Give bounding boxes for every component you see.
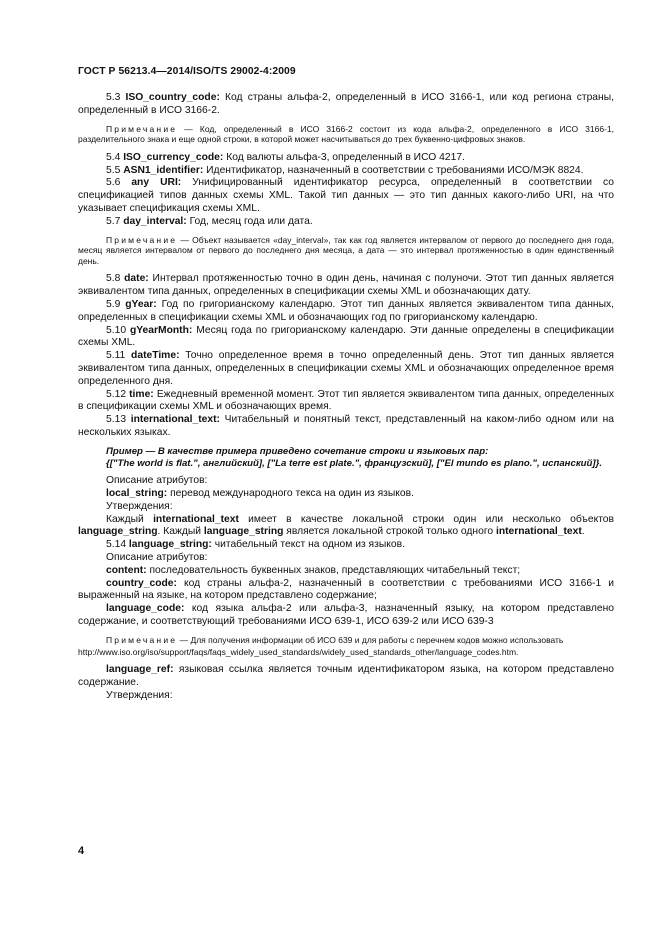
assertions-heading: Утверждения:: [106, 690, 173, 702]
term: gYearMonth:: [129, 324, 193, 336]
clause-5-6: 5.6 any URI: Унифицированный идентификатор ресурса, определенный в соответствии со спецификацией типов данных схемы XML. Такой тип данных — это тип данных какого-либо URI, на что указывает спецификация схемы XML.: [78, 177, 614, 214]
clause-5-4: 5.4 ISO_currency_code: Код валюты альфа-3, определенный в ИСО 4217.: [106, 151, 465, 163]
term: day_interval:: [123, 215, 187, 227]
note-label: Примечание: [106, 123, 178, 134]
example: Пример — В качестве примера приведено сочетание строки и языковых пар: {["The world is flat.", английский], ["La terre est plate.", французский], ["El mundo es plano.", испанский]}.: [106, 445, 602, 469]
attribute-country-code: country_code: код страны альфа-2, назначенный в соответствии с требованиями ИСО 3166-1 и выраженный на языке, на котором представлено содержание;: [78, 577, 614, 602]
term: time:: [129, 388, 154, 400]
clause-5-11: 5.11 dateTime: Точно определенное время в точно определенный день. Этот тип данных является эквивалентом типа данных, определенных в спецификации схемы XML и обозначающих определенное время определенного дня.: [78, 350, 614, 387]
term: language_string:: [128, 539, 212, 551]
clause-5-8: 5.8 date: Интервал протяженностью точно в один день, начиная с полуночи. Этот тип данных является эквивалентом типа данных, определенных в спецификации схемы XML и обозначающих дату.: [78, 273, 614, 298]
term: ASN1_identifier:: [123, 164, 204, 176]
term: ISO_currency_code:: [123, 151, 224, 163]
page-number: 4: [78, 845, 85, 857]
note-label: Примечание: [106, 234, 178, 245]
term: gYear:: [125, 298, 157, 310]
clause-5-9: 5.9 gYear: Год по григорианскому календарю. Этот тип данных является эквивалентом типа данных, определенных в спецификации схемы XML и обозначающих год по григорианскому календарю.: [78, 298, 614, 323]
attribute-language-ref: language_ref: языковая ссылка является точным идентификатором языка, на котором представлено содержание.: [78, 664, 614, 689]
attribute-local-string: local_string: перевод международного текса на один из языков.: [106, 488, 414, 500]
term: international_text:: [130, 414, 220, 426]
attribute-content: content: последовательность буквенных знаков, представляющих читабельный текст;: [106, 564, 521, 576]
note: Примечание — Объект называется «day_interval», так как год является интервалом от первого до последнего дня года, месяц является интервалом от первого до последнего дня месяца, а дата — это интервал протяженностью в один единственный день.: [78, 234, 614, 266]
note: Примечание — Код, определенный в ИСО 3166-2 состоит из кода альфа-2, определенного в ИСО 3166-1, разделительного знака и еще одной строки, в которой может насчитываться до трех буквенно-цифровых знаков.: [78, 123, 614, 145]
term: date:: [124, 273, 149, 285]
attributes-heading: Описание атрибутов:: [106, 475, 208, 487]
term: ISO_country_code:: [125, 92, 220, 103]
document-header: ГОСТ Р 56213.4—2014/ISO/TS 29002-4:2009: [78, 66, 296, 77]
term: any URI:: [131, 177, 182, 189]
document-body: [78, 92, 614, 703]
clause-5-7: 5.7 day_interval: Год, месяц года или дата.: [106, 215, 313, 227]
clause-5-14: 5.14 language_string: читабельный текст на одном из языков.: [106, 539, 405, 551]
clause-5-12: 5.12 time: Ежедневный временной момент. Этот тип является эквивалентом типа данных, определенных в спецификации схемы XML и обозначающих время.: [78, 388, 614, 413]
attribute-language-code: language_code: код языка альфа-2 или альфа-3, назначенный языку, на котором представлено содержание, и соответствующий требованиями ИСО 639-1, ИСО 639-2 или ИСО 639-3: [78, 603, 614, 628]
clause-5-3: 5.3 ISO_country_code: Код страны альфа-2, определенный в ИСО 3166-1, или код региона страны, определенный в ИСО 3166-2.: [78, 92, 614, 116]
assertion: Каждый international_text имеет в качестве локальной строки один или несколько объектов language_string. Каждый language_string является локальной строкой только одного international_text.: [78, 513, 614, 538]
attributes-heading: Описание атрибутов:: [106, 552, 208, 564]
note-label: Примечание: [106, 634, 178, 645]
note: Примечание — Для получения информации об ИСО 639 и для работы с перечнем кодов можно использовать: [106, 634, 564, 645]
reference-url: http://www.iso.org/iso/support/faqs/faqs_widely_used_standards/widely_used_standards_other/language_codes.htm.: [78, 647, 519, 658]
clause-5-13: 5.13 international_text: Читабельный и понятный текст, представленный на каком-либо одном или на нескольких языках.: [78, 414, 614, 438]
clause-5-5: 5.5 ASN1_identifier: Идентификатор, назначенный в соответствии с требованиями ИСО/МЭК 8824.: [106, 164, 584, 176]
term: dateTime:: [131, 350, 180, 362]
clause-5-10: 5.10 gYearMonth: Месяц года по григорианскому календарю. Эти данные определены в спецификации схемы XML.: [78, 324, 614, 349]
assertions-heading: Утверждения:: [106, 500, 173, 512]
